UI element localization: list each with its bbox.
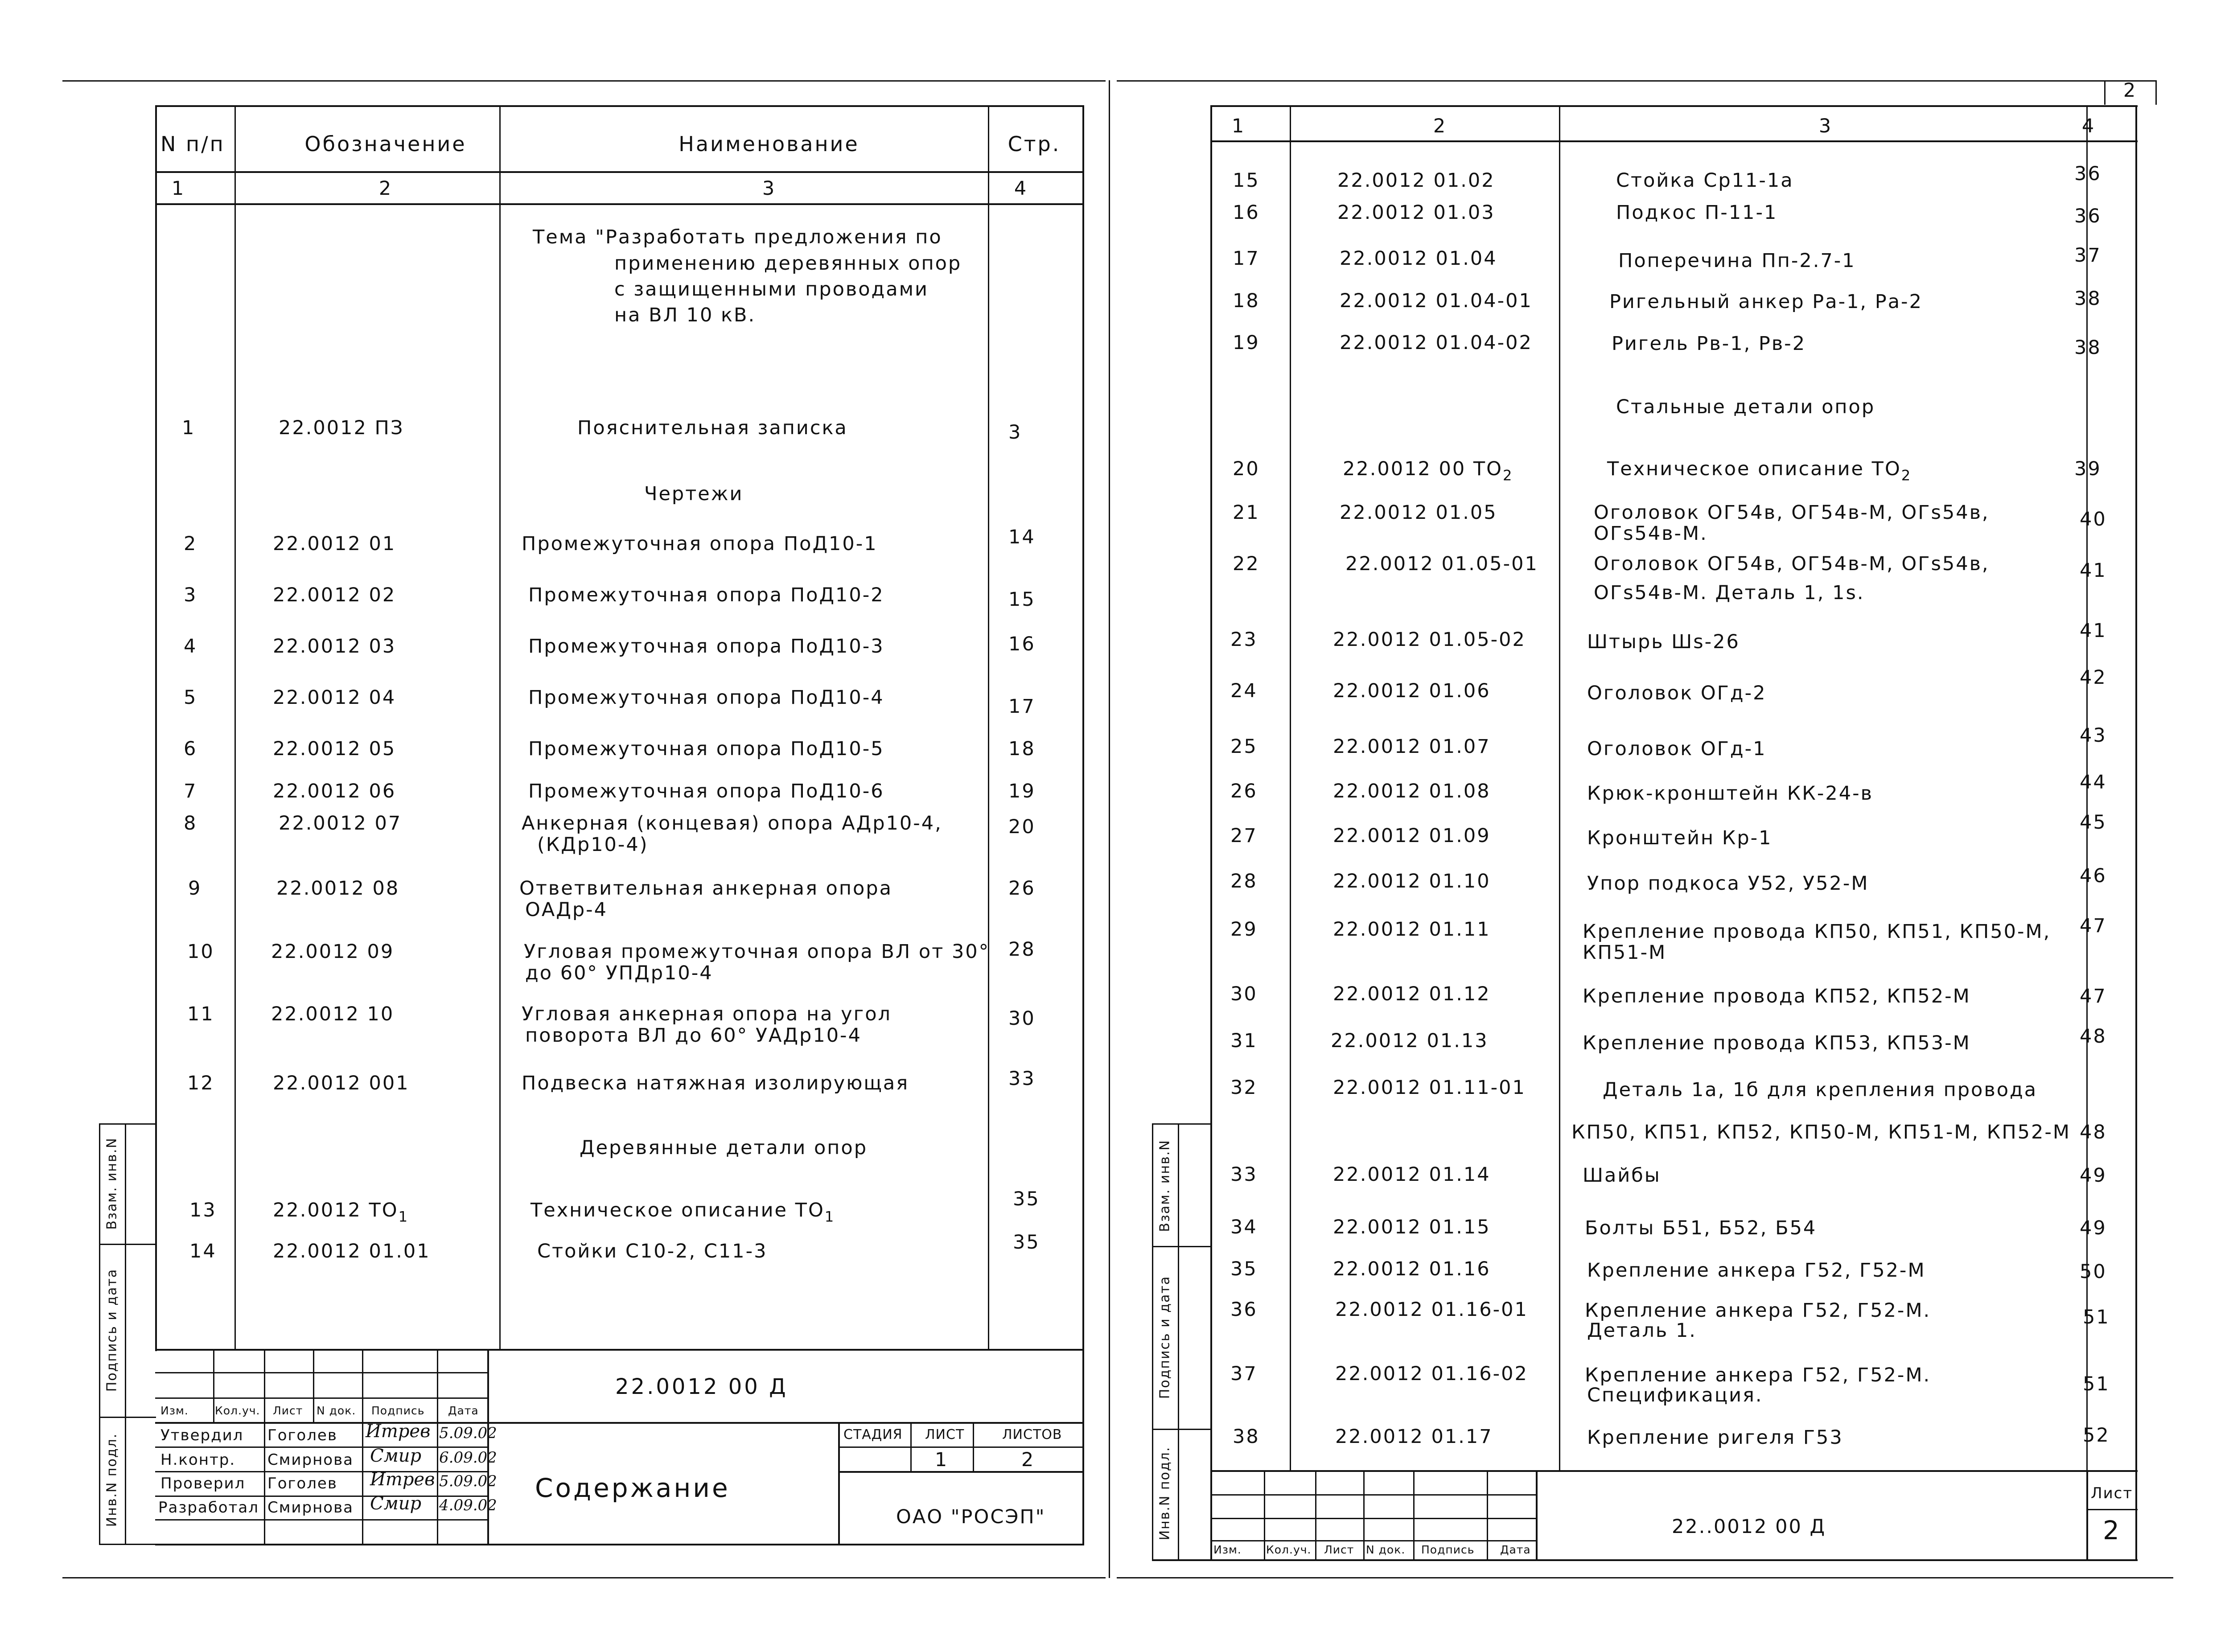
row-name: Крепление провода КП52, КП52-М [1583,985,1971,1007]
section-wooden-parts: Деревянные детали опор [580,1137,868,1159]
row-page: 17 [1008,695,1036,718]
tb-sheet-row [2086,1509,2138,1510]
row-name: Промежуточная опора ПоД10-1 [522,533,878,555]
colnum-1: 1 [171,177,185,200]
row-code: 22.0012 001 [273,1072,410,1094]
tb-stage-col-2 [973,1422,974,1471]
colnum-1: 1 [1231,115,1246,137]
row-name-line-2: Деталь 1. [1587,1319,1697,1342]
row-name: Крепление ригеля Г53 [1587,1426,1843,1449]
row-name: Подвеска натяжная изолирующая [522,1072,909,1094]
row-name-line-2: ОГs54в-М. Деталь 1, 1s. [1594,582,1865,604]
row-code: 22.0012 01.16-01 [1335,1299,1528,1321]
row-code: 22.0012 01.04 [1340,247,1497,270]
frame-left [1210,105,1212,1559]
row-number: 6 [184,738,197,760]
row-code: 22.0012 01.10 [1333,870,1491,892]
tb-col-2 [1315,1470,1316,1559]
row-name: Упор подкоса У52, У52-М [1587,872,1869,895]
tb-col-5 [1487,1470,1488,1559]
col-sep-1 [234,105,236,1349]
row-name: Подкос П-11-1 [1616,201,1778,224]
row-number: 10 [187,941,214,963]
corner-box-left [2104,80,2106,105]
row-name: Штырь Шs-26 [1587,631,1740,653]
row-number: 24 [1230,680,1258,702]
tb-name-checked: Гоголев [267,1475,337,1492]
row-page: 48 [2080,1025,2107,1048]
row-number: 20 [1233,458,1260,480]
row-name: Стойки С10-2, С11-3 [537,1240,768,1262]
row-page: 44 [2080,771,2107,793]
row-name-line-1: Оголовок ОГ54в, ОГ54в-М, ОГs54в, [1594,501,1990,524]
row-code: 22.0012 05 [273,738,396,760]
row-code: 22.0012 01.04-01 [1340,290,1533,312]
row-code: 22.0012 03 [273,635,396,658]
tb-name-normcontrol: Смирнова [267,1451,354,1469]
tb-col-5 [437,1349,438,1544]
row-code: 22.0012 09 [271,941,395,963]
tb-name-developed: Смирнова [267,1499,354,1516]
tb-label-count: Кол.уч. [1266,1543,1312,1556]
tb-col-3 [313,1349,314,1422]
row-number: 7 [184,780,197,802]
row-code: 22.0012 01.06 [1333,680,1491,702]
row-page: 37 [2074,244,2102,267]
row-code: 22.0012 01.08 [1333,780,1491,802]
tb-col-2 [264,1349,265,1544]
tb-stage-row-2 [838,1471,1083,1473]
colnum-4: 4 [1014,177,1028,200]
tb-date-checked: 5.09.02 [439,1472,497,1490]
row-name: Крепление анкера Г52, Г52-М [1587,1259,1926,1282]
row-code: 22.0012 06 [273,780,396,802]
margin-line-inner [125,1123,126,1544]
margin-line-2 [99,1417,156,1418]
row-number: 18 [1233,290,1260,312]
colnum-rule [155,203,1084,205]
margin-line-1 [99,1244,156,1245]
row-code: 22.0012 04 [273,686,396,709]
row-name: КП50, КП51, КП52, КП50-М, КП51-М, КП52-М [1571,1121,2071,1143]
row-page: 52 [2083,1424,2110,1447]
row-number: 26 [1230,780,1258,802]
tb-col-1 [1264,1470,1265,1559]
row-code: 22.0012 01.12 [1333,983,1491,1005]
row-code: 22.0012 01.14 [1333,1163,1491,1186]
row-name: Шайбы [1583,1164,1661,1187]
row-code: 22.0012 01.09 [1333,825,1491,847]
row-number: 31 [1230,1030,1258,1052]
corner-page-number: 2 [2123,79,2137,102]
tb-col-1 [213,1349,214,1422]
row-name: Промежуточная опора ПоД10-2 [528,584,884,606]
tb-signature-developed: Смир [370,1493,422,1514]
colnum-2: 2 [378,177,393,200]
tb-doc-code: 22.0012 00 Д [615,1374,788,1399]
margin-line-outer [1152,1123,1153,1559]
row-number: 19 [1233,332,1260,354]
tb-sheet-number: 2 [2103,1515,2122,1545]
row-page: 47 [2080,915,2107,937]
frame-right [2135,105,2137,1559]
tb-label-date: Дата [448,1404,479,1417]
row-page: 3 [1008,421,1022,444]
section-steel-parts: Стальные детали опор [1616,396,1875,418]
margin-line-outer [99,1123,100,1544]
tb-date-approved: 5.09.02 [439,1424,497,1442]
row-page: 51 [2083,1306,2110,1328]
margin-line-2 [1152,1429,1210,1430]
tb-stage-row-1 [838,1447,1083,1448]
row-code: 22.0012 01.03 [1337,201,1495,224]
row-name: Кронштейн Кр-1 [1587,827,1773,849]
topic-line-2: применению деревянных опор [614,252,962,275]
sheet-divider [1109,80,1110,1578]
row-name: Стойка Ср11-1а [1616,169,1794,192]
header-rule [155,171,1084,173]
tb-doc-code: 22..0012 00 Д [1672,1516,1826,1538]
row-code: 22.0012 01.11-01 [1333,1077,1526,1099]
tb-row-3 [155,1422,1084,1424]
topic-line-1: Тема "Разработать предложения по [533,226,942,248]
tb-title: Содержание [535,1473,730,1503]
row-name: Ригельный анкер Ра-1, Ра-2 [1609,291,1923,313]
row-page: 35 [1013,1188,1040,1210]
tb-sheet-sep [2086,1470,2088,1559]
row-name-line-1: Крепление анкера Г52, Г52-М. [1585,1299,1931,1322]
bottom-trim-line [62,1577,1106,1578]
tb-label-signature: Подпись [371,1404,425,1417]
row-name-line-1: Крепление провода КП50, КП51, КП50-М, [1583,921,2051,943]
tb-stage-col-1 [910,1422,912,1471]
row-name-line-2: Спецификация. [1587,1384,1763,1406]
row-page: 19 [1008,780,1036,802]
header-name: Наименование [679,132,860,156]
row-page: 38 [2074,337,2102,359]
row-page: 43 [2080,724,2107,747]
row-name: Промежуточная опора ПоД10-3 [528,635,884,658]
tb-col-4 [362,1349,363,1544]
tb-role-normcontrol: Н.контр. [160,1451,236,1469]
row-name: Болты Б51, Б52, Б54 [1585,1217,1817,1239]
row-name-line-1: Крепление анкера Г52, Г52-М. [1585,1364,1931,1386]
row-name: Оголовок ОГд-2 [1587,682,1767,704]
colnum-4: 4 [2081,115,2096,137]
row-name-line-1: Ответвительная анкерная опора [519,877,892,900]
col-sep-1 [1290,105,1291,1470]
colnum-3: 3 [1818,115,1833,137]
row-code: 22.0012 01.17 [1335,1426,1493,1448]
row-page: 28 [1008,938,1036,961]
row-number: 9 [188,877,202,900]
row-name-line-1: Угловая промежуточная опора ВЛ от 30° [524,941,990,963]
header-page: Стр. [1008,132,1061,156]
row-name: Поперечина Пп-2.7-1 [1618,250,1856,272]
row-number: 36 [1230,1299,1258,1321]
row-code: 22.0012 01 [273,533,396,555]
row-name: Техническое описание $ТО_1$ [531,1199,835,1225]
row-page: 36 [2074,205,2102,227]
col-sep-3 [988,105,989,1349]
row-name: Промежуточная опора ПоД10-6 [528,780,884,802]
row-page: 51 [2083,1373,2110,1395]
right-top-trim-line [1117,80,2155,82]
row-code: 22.0012 01.01 [273,1240,431,1262]
tb-label-change: Изм. [160,1404,189,1417]
topic-line-4: на ВЛ 10 кВ. [614,304,756,326]
row-number: 25 [1230,736,1258,758]
row-name-line-1: Угловая анкерная опора на угол [522,1003,892,1025]
tb-label-signature: Подпись [1421,1543,1475,1556]
tb-signature-normcontrol: Смир [370,1446,422,1466]
row-page: 47 [2080,985,2107,1007]
tb-label-sheet: Лист [273,1404,303,1417]
margin-label-replace: Взам. инв.N [104,1137,120,1230]
row-page: 48 [2080,1121,2107,1143]
frame-bottom [1152,1559,2138,1561]
row-page: 42 [2080,666,2107,689]
tb-sheet-label: ЛИСТ [925,1427,965,1442]
row-name: Крепление провода КП53, КП53-М [1583,1032,1971,1054]
margin-label-signature: Подпись и дата [1157,1275,1173,1399]
tb-col-4 [1413,1470,1415,1559]
row-number: 35 [1230,1258,1258,1280]
row-name: Промежуточная опора ПоД10-5 [528,738,884,760]
tb-label-change: Изм. [1213,1543,1242,1556]
row-name: Крюк-кронштейн КК-24-в [1587,782,1873,805]
row-name: Пояснительная записка [577,417,848,439]
tb-top [155,1349,1084,1351]
row-page: 14 [1008,526,1036,548]
row-number: 34 [1230,1216,1258,1238]
row-name: Техническое описание $ТО_2$ [1607,458,1912,484]
tb-col-3 [1363,1470,1365,1559]
tb-label-sheet: Лист [1324,1543,1354,1556]
row-name: Промежуточная опора ПоД10-4 [528,686,884,709]
margin-line-inner [1178,1123,1179,1559]
tb-role-approved: Утвердил [160,1426,244,1444]
row-page: 35 [1013,1231,1040,1253]
colnum-rule [1210,140,2138,142]
row-number: 4 [184,635,197,658]
tb-top [1210,1470,2138,1472]
tb-sheet-number: 1 [934,1449,949,1471]
header-designation: Обозначение [304,132,467,156]
row-page: 41 [2080,559,2107,582]
corner-box-right [2155,80,2157,105]
header-num: N п/п [160,132,225,156]
row-name: Деталь 1а, 1б для крепления провода [1603,1079,2038,1101]
colnum-3: 3 [762,177,776,200]
row-name: Ригель Рв-1, Рв-2 [1612,333,1806,355]
row-page: 30 [1008,1007,1036,1030]
tb-label-docnum: N док. [1366,1543,1406,1556]
row-code: 22.0012 01.16-02 [1335,1363,1528,1385]
tb-stage-label: СТАДИЯ [843,1427,903,1442]
tb-signature-checked: Итрев [370,1469,435,1490]
tb-sheets-total: 2 [1021,1449,1035,1471]
row-number: 30 [1230,983,1258,1005]
row-code: 22.0012 01.02 [1337,169,1495,192]
col-sep-2 [499,105,501,1349]
row-number: 12 [187,1072,214,1094]
frame-left [155,105,157,1351]
row-name-line-2: поворота ВЛ до 60° УАДр10-4 [525,1024,862,1047]
frame-top [155,105,1084,107]
row-code: 22.0012 02 [273,584,396,606]
row-name-line-2: ОАДр-4 [525,899,608,921]
row-page: 49 [2080,1164,2107,1187]
row-page: 40 [2080,508,2107,530]
colnum-2: 2 [1433,115,1447,137]
margin-line-top [1152,1123,1210,1125]
tb-block-sep [1536,1470,1538,1559]
row-page: 18 [1008,738,1036,760]
margin-label-replace: Взам. инв.N [1157,1139,1173,1232]
row-number: 15 [1233,169,1260,192]
tb-sheets-label: ЛИСТОВ [1002,1427,1062,1442]
margin-label-inventory: Инв.N подл. [1157,1446,1173,1541]
row-number: 13 [189,1199,217,1221]
row-number: 14 [189,1240,217,1262]
row-code: 22.0012 ПЗ [279,417,404,439]
row-code: 22.0012 01.11 [1333,918,1491,941]
row-number: 38 [1233,1426,1260,1448]
row-number: 33 [1230,1163,1258,1186]
top-trim-line [62,80,1106,82]
tb-stage-sep [838,1422,840,1544]
row-page: 26 [1008,877,1036,900]
tb-organization: ОАО "РОСЭП" [896,1506,1046,1528]
row-code: 22.0012 01.04-02 [1340,332,1533,354]
tb-bottom [155,1544,1084,1545]
tb-label-count: Кол.уч. [215,1404,260,1417]
margin-line-1 [1152,1246,1210,1247]
margin-label-inventory: Инв.N подл. [104,1433,120,1527]
row-number: 2 [184,533,197,555]
row-name-line-1: Анкерная (концевая) опора АДр10-4, [522,812,942,834]
row-page: 20 [1008,816,1036,838]
tb-name-approved: Гоголев [267,1426,337,1444]
tb-sheet-label: Лист [2091,1484,2133,1502]
row-page: 46 [2080,865,2107,887]
row-number: 37 [1230,1363,1258,1385]
row-code: 22.0012 01.05-02 [1333,629,1526,651]
row-number: 16 [1233,201,1260,224]
row-code: 22.0012 01.07 [1333,736,1491,758]
row-page: 50 [2080,1261,2107,1283]
row-page: 38 [2074,288,2102,310]
tb-date-normcontrol: 6.09.02 [439,1449,497,1467]
row-code: 22.0012 $ТО_1$ [273,1199,409,1225]
row-page: 49 [2080,1217,2107,1239]
row-number: 29 [1230,918,1258,941]
row-name-line-1: Оголовок ОГ54в, ОГ54в-М, ОГs54в, [1594,553,1990,575]
row-number: 23 [1230,629,1258,651]
row-number: 32 [1230,1077,1258,1099]
row-number: 5 [184,686,197,709]
row-code: 22.0012 00 $ТО_2$ [1343,458,1513,484]
row-page: 15 [1008,588,1036,611]
row-code: 22.0012 01.05 [1340,501,1497,524]
topic-line-3: с защищенными проводами [614,278,929,300]
right-bottom-trim-line [1117,1577,2173,1578]
row-code: 22.0012 01.15 [1333,1216,1491,1238]
tb-role-developed: Разработал [158,1499,259,1516]
row-code: 22.0012 01.13 [1331,1030,1489,1052]
tb-signature-approved: Итрев [366,1421,431,1442]
frame-right [1082,105,1084,1544]
tb-date-developed: 4.09.02 [439,1496,497,1514]
row-name-line-2: (КДр10-4) [537,834,649,856]
row-number: 27 [1230,825,1258,847]
row-code: 22.0012 08 [276,877,400,900]
row-page: 41 [2080,620,2107,642]
row-number: 22 [1233,553,1260,575]
row-page: 33 [1008,1068,1036,1090]
row-number: 3 [184,584,197,606]
margin-line-bottom [99,1544,156,1545]
row-name-line-2: до 60° УПДр10-4 [525,962,713,984]
frame-top [1210,105,2138,107]
row-number: 11 [187,1003,214,1025]
row-code: 22.0012 10 [271,1003,395,1025]
row-number: 8 [184,812,197,834]
row-name: Оголовок ОГд-1 [1587,738,1767,760]
tb-label-docnum: N док. [317,1404,356,1417]
row-number: 17 [1233,247,1260,270]
col-sep-2 [1559,105,1560,1470]
row-page: 45 [2080,811,2107,834]
margin-label-signature: Подпись и дата [104,1268,120,1392]
row-number: 21 [1233,501,1260,524]
row-code: 22.0012 01.05-01 [1345,553,1538,575]
row-code: 22.0012 07 [279,812,402,834]
row-number: 1 [182,417,196,439]
row-page: 36 [2074,163,2102,185]
row-number: 28 [1230,870,1258,892]
row-page: 16 [1008,633,1036,655]
tb-label-date: Дата [1500,1543,1531,1556]
section-drawings: Чертежи [644,483,744,505]
row-page: 39 [2074,458,2102,480]
row-name-line-2: ОГs54в-М. [1594,522,1708,545]
tb-block-sep [487,1349,489,1544]
row-name-line-2: КП51-М [1583,941,1667,964]
tb-role-checked: Проверил [160,1475,246,1492]
margin-line-top [99,1123,156,1125]
row-code: 22.0012 01.16 [1333,1258,1491,1280]
